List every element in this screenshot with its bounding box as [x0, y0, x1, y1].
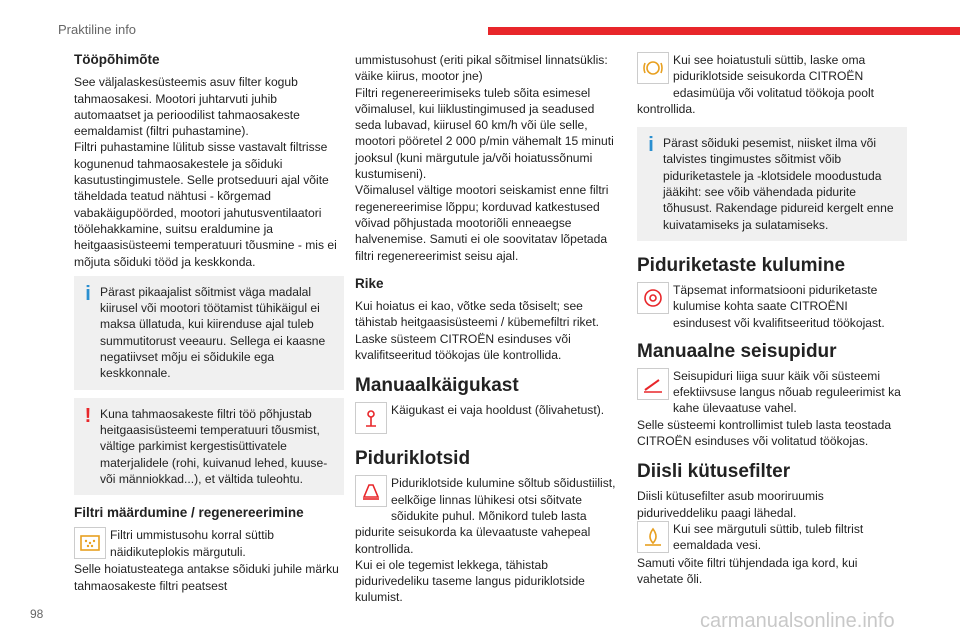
brake-pad-icon [355, 475, 387, 507]
page-number: 98 [30, 607, 44, 621]
icon-row [355, 475, 617, 556]
section-title: Praktiline info [58, 22, 137, 37]
paragraph: Samuti võite filtri tühjendada iga kord, kui vahetate õli. [637, 555, 858, 587]
paragraph: Piduriklotside kulumine sõltub sõidustiilist, eelkõige linnas lühikesi otsi sõitvate sõidukite puhul. Mõnikord tuleb lasta pidurite seisukorda ka ülevaatuste vahepeal kontrollida. [355, 476, 616, 556]
icon-row [74, 527, 344, 560]
warning-box [74, 398, 344, 495]
header-accent-bar [488, 27, 960, 35]
paragraph: Kui hoiatus ei kao, võtke seda tõsiselt; see tähistab heitgaasisüsteemi / kübemefiltri riket. Laske süsteem CITROËN esinduses või kvalifitseeritud töökojas üle kontrollida. [355, 299, 600, 363]
paragraph: Kui see hoiatustuli süttib, laske oma piduriklotside seisukorda CITROËN edasimüüja või volitatud töökoja poolt kontrollida. [637, 53, 875, 116]
warning-icon: ! [84, 404, 92, 427]
paragraph: Selle hoiatusteatega antakse sõiduki juhile märku tahmaosakeste filtri peatsest [74, 562, 339, 593]
warning-text: Kuna tahmaosakeste filtri töö põhjustab heitgaasisüsteemi temperatuuri tõusmist, vältige parkimist kergestisüttivatele materjalidele (rohi, kuivanud lehed, kuuse- või männiokkad...), et vältida tuleohtu. [100, 406, 328, 486]
paragraph: Kui ei ole tegemist lekkega, tähistab pidurivedeliku taseme langus piduriklotside kulumist. [355, 557, 585, 605]
column-2 [355, 52, 617, 606]
info-box [637, 127, 907, 241]
paragraph: Diisli kütusefilter asub mooriruumis piduriveddeliku paagi lähedal. [637, 489, 824, 520]
brake-disc-icon [637, 282, 669, 314]
icon-row [637, 521, 907, 554]
paragraph: Seisupiduri liiga suur käik või süsteemi efektiivsuse langus nõuab reguleerimist ka kahe ülevaatuse vahel. [673, 368, 901, 416]
info-text: Pärast sõiduki pesemist, niisket ilma või talvistes tingimustes sõitmist võib piduriketastele ja -klotsidele moodustuda jääkiht: see võib vähendada pidurite tõhusust. Rakendage pidureid kergelt enne kuivatamiseks ja sulatamiseks. [663, 136, 894, 232]
heading-toopohimote: Tööpõhimõte [74, 52, 160, 67]
heading-piduriketaste: Piduriketaste kulumine [637, 254, 846, 276]
info-text: Pärast pikaajalist sõitmist väga madalal kiirusel või mootori töötamist tühikäigul ei maksa üllatuda, kui kiirenduse ajal tuleb summutitorust veeauru. Sellega ei kaasne negatiivset mõju ei sõidukile ega keskkonnale. [100, 284, 326, 381]
water-in-fuel-icon [637, 521, 669, 553]
paragraph: ummistusohust (eriti pikal sõitmisel linnatsüklis: väike kiirus, mootor jne) [355, 53, 608, 84]
paragraph: See väljalaskesüsteemis asuv filter kogub tahmaosakesi. Mootori juhtarvuti juhib automaatset ja perioodilist tahmaosakeste eemaldamist (filtri puhastamine). [74, 75, 300, 139]
icon-row [637, 282, 907, 331]
paragraph: Käigukast ei vaja hooldust (õlivahetust). [391, 403, 605, 418]
info-icon: i [648, 134, 654, 157]
column-1 [74, 52, 344, 594]
icon-row [637, 52, 907, 117]
column-3 [637, 52, 907, 588]
watermark: carmanualsonline.info [700, 610, 895, 632]
heading-seisupidur: Manuaalne seisupidur [637, 340, 837, 362]
brake-warning-icon [637, 52, 669, 84]
heading-manuaalkaigukast: Manuaalkäigukast [355, 375, 519, 397]
paragraph: Võimalusel vältige mootori seiskamist enne filtri regenereerimise lõppu; korduvad katkestused võivad põhjustada mootoriõli enneaegse halvenemise. Samuti ei ole soovitatav lõpetada filtri regenereerimist seisu ajal. [355, 183, 609, 263]
info-icon: i [85, 282, 91, 305]
heading-diisli: Diisli kütusefilter [637, 461, 791, 483]
paragraph: Kui see märgutuli süttib, tuleb filtrist eemaldada vesi. [673, 521, 864, 553]
info-box [74, 276, 344, 390]
icon-row [637, 368, 907, 417]
paragraph: Filtri puhastamine lülitub sisse vastavalt filtrisse kogunenud tahmaosakestele ja sõiduki kasutustingimustele. Selle protseduuri ajal võite täheldada teatud nähtusi - kõrgemad vabakäigupöörded, mootori jahutusventilaatori töölehakkamine, suitsu eraldumine ja heitgaasisüsteemi temperatuuri tõusmine - mis ei mõjuta sõiduki tööd ja keskkonda. [74, 140, 337, 269]
particle-filter-warning-icon [74, 527, 106, 559]
paragraph: Filtri ummistusohu korral süttib näidikuteplokis märgutuli. [110, 528, 274, 559]
heading-filtri: Filtri määrdumine / regenereerimine [74, 505, 304, 521]
paragraph: Selle süsteemi kontrollimist tuleb lasta teostada CITROËN esinduses või volitatud töökojas. [637, 417, 892, 449]
heading-rike: Rike [355, 275, 384, 291]
paragraph: Filtri regenereerimiseks tuleb sõita esimesel võimalusel, kui liiklustingimused ja seadused seda lubavad, kiirusel 60 km/h või üle selle, mootori pööretel 2 000 p/min vähemalt 15 minuti jooksul (kuni märgutule ja/või hoiatussõnumi kustumiseni). [355, 85, 614, 182]
parking-brake-icon [637, 368, 669, 400]
heading-piduriklotsid: Piduriklotsid [355, 448, 471, 470]
icon-row [355, 402, 617, 418]
paragraph: Täpsemat informatsiooni piduriketaste kulumise kohta saate CITROËNI esindusest või kvalifitseeritud töökojast. [673, 282, 885, 330]
gearbox-icon [355, 402, 387, 434]
